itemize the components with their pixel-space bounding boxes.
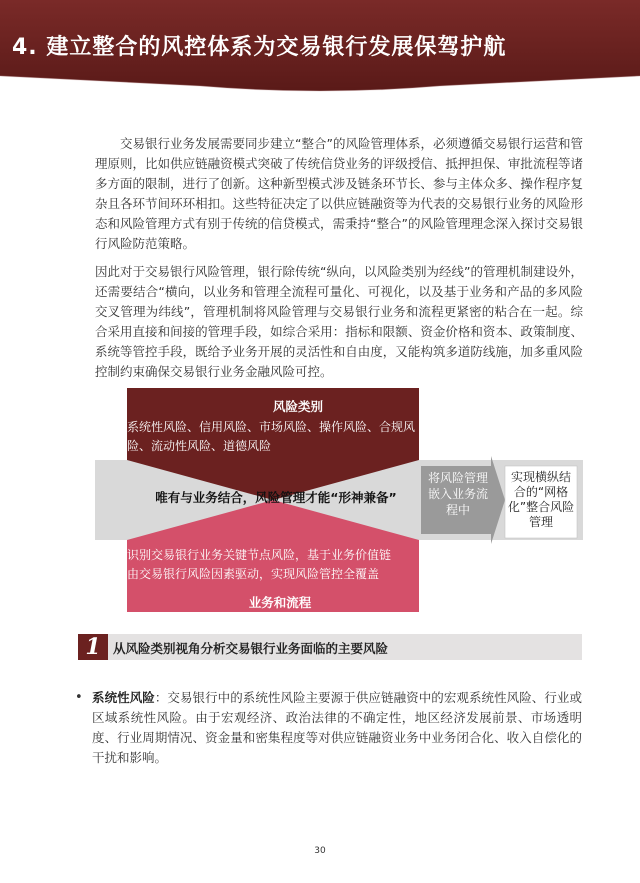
intro-paragraph: 交易银行业务发展需要同步建立“整合”的风险管理体系，必须遵循交易银行运营和管理原则，比如供应链融资模式突破了传统信贷业务的评级授信、抵押担保、审批流程等诸多方面的限制，进行了创新。这种新型模式涉及链条环节长、参与主体众多、操作程序复杂且各环节间环环相扣。这些特征决定了以供应链融资等为代表的交易银行业务的风险形态和风险管理方式有别于传统的信贷模式，需秉持“整合”的风险管理理念深入探讨交易银行风险防范策略。 — [95, 136, 583, 251]
section-title: 从风险类别视角分析交易银行业务面临的主要风险 — [113, 641, 389, 656]
business-process-title: 业务和流程 — [248, 595, 312, 610]
systemic-risk-term: 系统性风险 — [92, 690, 155, 705]
risk-category-title: 风险类别 — [272, 399, 323, 414]
embed-arrow-label: 将风险管理嵌入业务流程中 — [427, 471, 488, 517]
risk-management-paragraph: 因此对于交易银行风险管理，银行除传统“纵向，以风险类别为经线”的管理机制建设外，还需要结合“横向，以业务和管理全流程可量化、可视化，以及基于业务和产品的多风险交叉管理为纬线”，管理机制将风险管理与交易银行业务和流程更紧密的粘合在一起。综合采用直接和间接的管理手段，如综合采用：指标和限额、资金价格和资本、政策制度、系统等管控手段，既给予业务开展的灵活性和自由度，又能构筑多道防线施，加多重风险控制约束确保交易银行业务金融风险可控。 — [95, 264, 583, 379]
bullet-marker: • — [75, 690, 83, 705]
page-number: 30 — [314, 846, 326, 856]
center-slogan: 唯有与业务结合，风险管理才能“形神兼备” — [155, 490, 397, 505]
integrated-risk-diagram — [95, 388, 583, 612]
page-header — [0, 0, 640, 100]
systemic-risk-paragraph — [92, 688, 582, 768]
systemic-risk-text: ：交易银行中的系统性风险主要源于供应链融资中的宏观系统性风险、行业或区域系统性风险。由于宏观经济、政治法律的不确定性，地区经济发展前景、市场透明度、行业周期情况、资金量和密集程度等对供应链融资业务中业务闭合化、收入自偿化的干扰和影响。 — [92, 690, 582, 765]
section-number: 1 — [78, 634, 108, 660]
business-process-text: 识别交易银行业务关键节点风险，基于业务价值链由交易银行风险因素驱动，实现风险管控全覆盖 — [127, 548, 392, 581]
page-title: 4. 建立整合的风控体系为交易银行发展保驾护航 — [12, 35, 507, 60]
result-label: 实现横纵结合的“网格化”整合风险管理 — [507, 470, 575, 529]
risk-category-list: 系统性风险、信用风险、市场风险、操作风险、合规风险、流动性风险、道德风险 — [127, 420, 416, 453]
